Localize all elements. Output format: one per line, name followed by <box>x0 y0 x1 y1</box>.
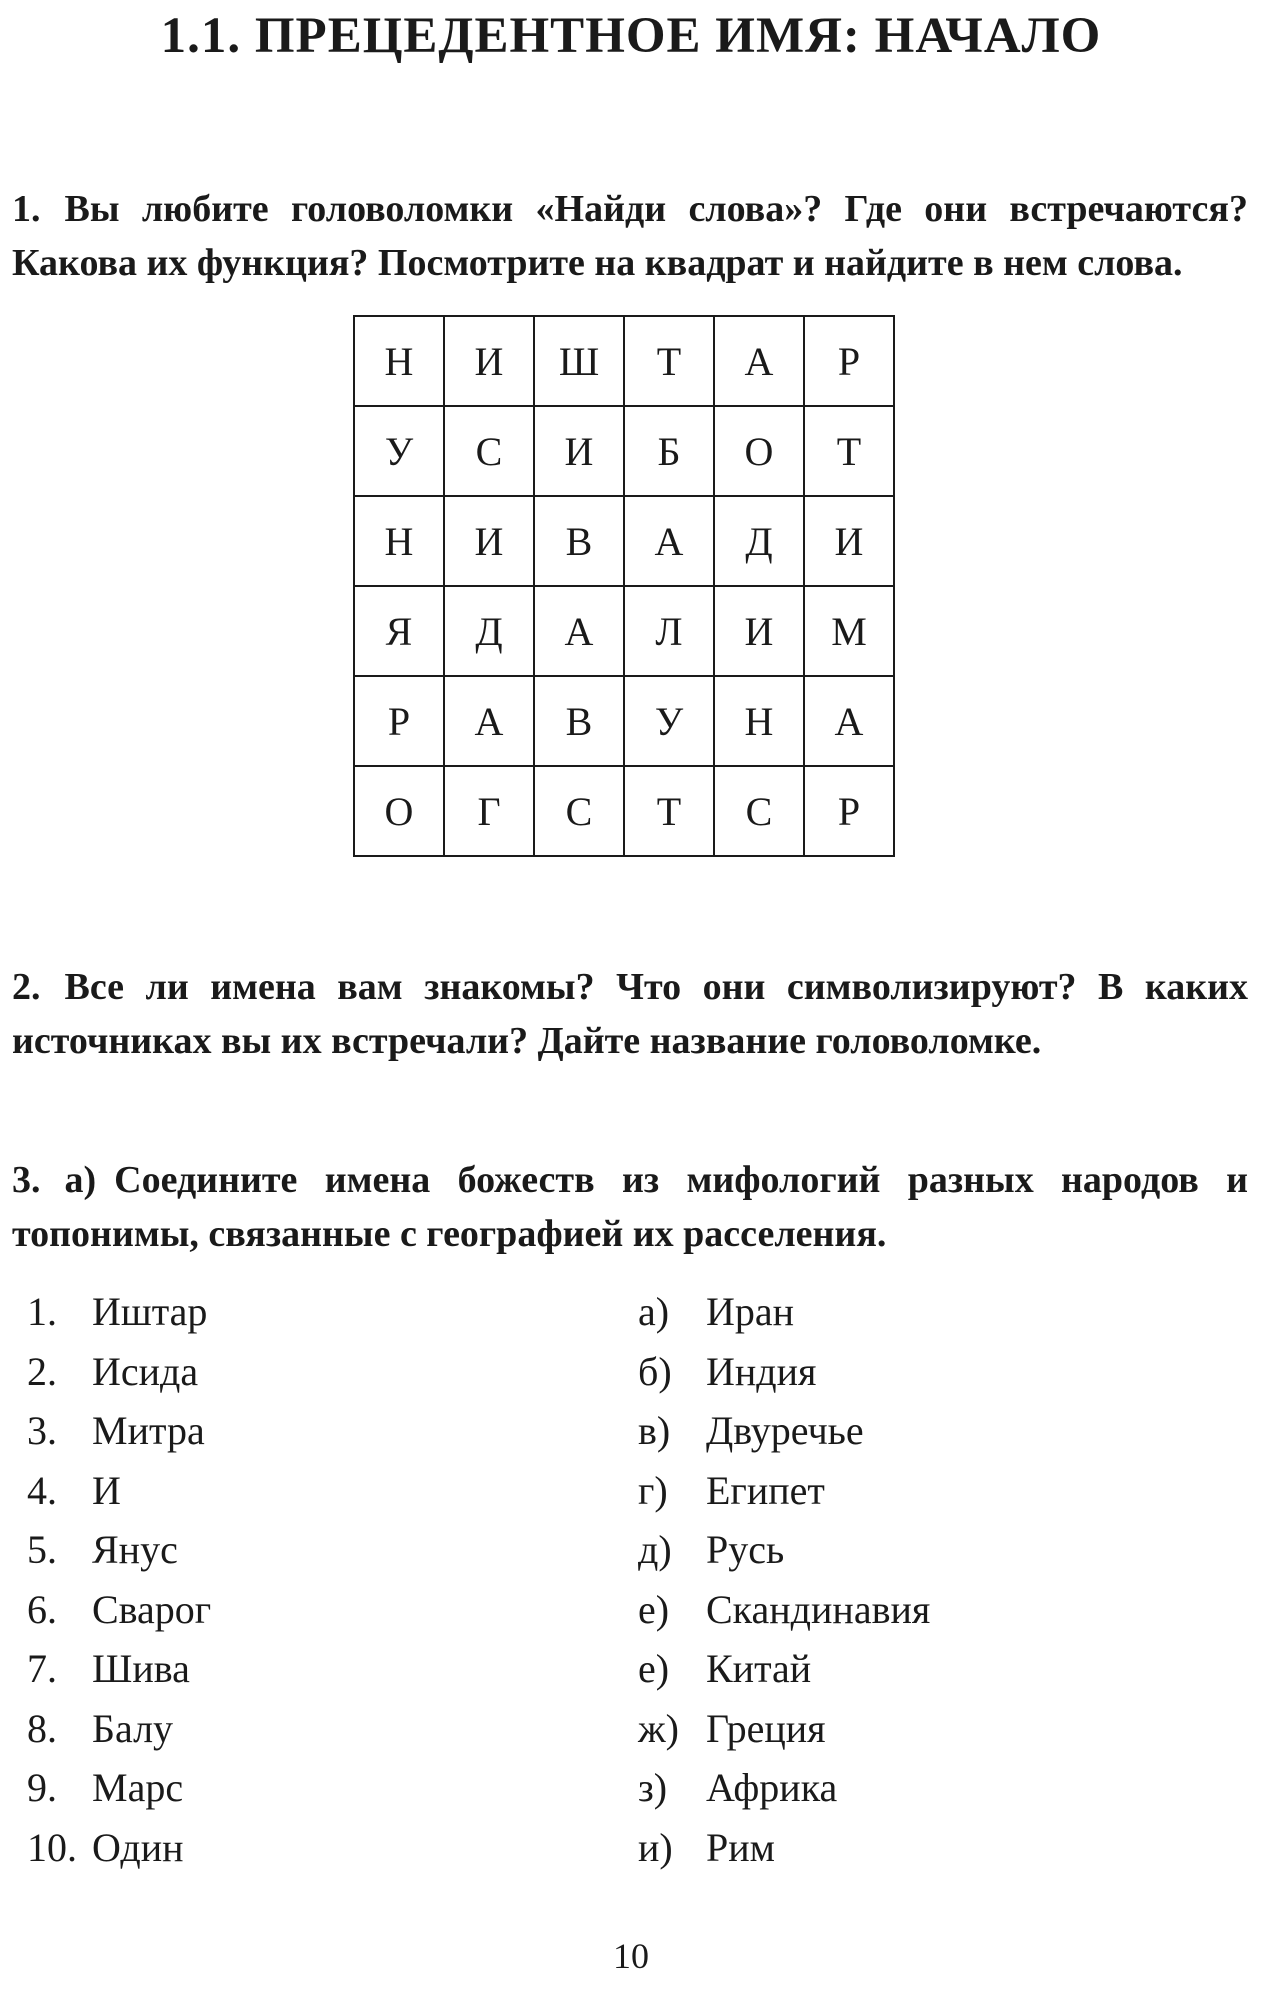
deity-list-item <box>27 1580 211 1640</box>
toponym-name: Русь <box>706 1527 785 1572</box>
toponym-list-item <box>638 1282 930 1342</box>
grid-cell: Р <box>354 676 444 766</box>
grid-cell: В <box>534 496 624 586</box>
grid-cell: В <box>534 676 624 766</box>
toponym-letter: а) <box>638 1289 670 1334</box>
toponym-list-item <box>638 1699 930 1759</box>
deity-list-item <box>27 1461 211 1521</box>
toponym-name: Китай <box>706 1646 812 1691</box>
toponym-letter: в) <box>638 1408 671 1453</box>
grid-cell: Д <box>444 586 534 676</box>
deity-list-item <box>27 1639 211 1699</box>
toponym-letter: г) <box>638 1467 668 1513</box>
task-1-number: 1. <box>12 188 41 230</box>
grid-cell: Д <box>714 496 804 586</box>
toponym-letter: е) <box>638 1646 670 1691</box>
deity-number: 9. <box>27 1765 57 1810</box>
grid-cell: Г <box>444 766 534 856</box>
task-3-number: 3. <box>12 1159 41 1201</box>
toponym-name: Рим <box>706 1824 775 1870</box>
grid-cell: А <box>534 586 624 676</box>
grid-cell: Б <box>624 406 714 496</box>
grid-cell: С <box>534 766 624 856</box>
toponym-letter: и) <box>638 1824 673 1870</box>
grid-cell: Л <box>624 586 714 676</box>
task-2-text: Все ли имена вам знакомы? Что они символизируют? В каких источниках вы их встречали? Дайте название головоломке. <box>12 966 1248 1062</box>
task-2 <box>12 960 1248 1068</box>
deity-number: 5. <box>27 1527 57 1572</box>
deity-number: 6. <box>27 1586 57 1632</box>
toponym-list-item <box>638 1758 930 1818</box>
task-3-sub-label: а) <box>64 1159 97 1201</box>
grid-cell: С <box>444 406 534 496</box>
toponym-name: Греция <box>706 1705 826 1751</box>
deity-name: Марс <box>92 1765 184 1810</box>
deity-list-item <box>27 1758 211 1818</box>
deity-list-item <box>27 1282 211 1342</box>
grid-cell: А <box>804 676 894 766</box>
deity-number: 7. <box>27 1646 57 1691</box>
grid-cell: У <box>354 406 444 496</box>
grid-cell: Т <box>624 316 714 406</box>
deity-number: 3. <box>27 1408 57 1453</box>
toponym-list-item <box>638 1639 930 1699</box>
deity-name: Янус <box>92 1527 178 1572</box>
grid-cell: Т <box>624 766 714 856</box>
grid-cell: Т <box>804 406 894 496</box>
deity-number: 1. <box>27 1289 57 1334</box>
deity-number: 2. <box>27 1348 57 1394</box>
grid-cell: А <box>714 316 804 406</box>
grid-cell: И <box>714 586 804 676</box>
grid-row <box>354 676 894 766</box>
toponyms-list <box>638 1282 930 1877</box>
deity-name: Иштар <box>92 1289 208 1334</box>
grid-cell: Р <box>804 316 894 406</box>
deity-number: 8. <box>27 1705 57 1751</box>
grid-cell: Р <box>804 766 894 856</box>
task-2-number: 2. <box>12 966 41 1008</box>
grid-row <box>354 766 894 856</box>
deity-number: 4. <box>27 1467 57 1513</box>
grid-cell: И <box>804 496 894 586</box>
grid-cell: Н <box>714 676 804 766</box>
deity-name: Сварог <box>92 1586 212 1632</box>
toponym-letter: д) <box>638 1527 672 1572</box>
grid-cell: Н <box>354 496 444 586</box>
page-number: 10 <box>613 1936 649 1976</box>
grid-cell: Я <box>354 586 444 676</box>
grid-cell: Н <box>354 316 444 406</box>
deity-name: И <box>92 1467 121 1513</box>
grid-cell: С <box>714 766 804 856</box>
toponym-letter: з) <box>638 1765 668 1810</box>
deity-name: Один <box>92 1824 184 1870</box>
grid-cell: У <box>624 676 714 766</box>
deity-list-item <box>27 1818 211 1878</box>
task-3 <box>12 1153 1248 1261</box>
toponym-name: Иран <box>706 1289 795 1334</box>
deity-name: Балу <box>92 1705 174 1751</box>
toponym-letter: б) <box>638 1348 672 1394</box>
toponym-name: Египет <box>706 1467 825 1513</box>
grid-row <box>354 406 894 496</box>
grid-row <box>354 586 894 676</box>
grid-cell: И <box>534 406 624 496</box>
deity-names-list <box>27 1282 211 1877</box>
toponym-list-item <box>638 1520 930 1580</box>
toponym-list-item <box>638 1580 930 1640</box>
toponym-letter: ж) <box>638 1705 679 1751</box>
toponym-name: Африка <box>706 1765 838 1810</box>
deity-name: Исида <box>92 1348 199 1394</box>
grid-cell: О <box>354 766 444 856</box>
task-1 <box>12 182 1248 290</box>
grid-cell: Ш <box>534 316 624 406</box>
grid-cell: А <box>624 496 714 586</box>
grid-row <box>354 316 894 406</box>
grid-cell: И <box>444 496 534 586</box>
toponym-name: Двуречье <box>706 1408 864 1453</box>
word-search-grid <box>353 315 895 857</box>
grid-cell: О <box>714 406 804 496</box>
page-title: 1.1. ПРЕЦЕДЕНТНОЕ ИМЯ: НАЧАЛО <box>160 8 1102 64</box>
deity-name: Митра <box>92 1408 205 1453</box>
deity-list-item <box>27 1699 211 1759</box>
deity-list-item <box>27 1520 211 1580</box>
task-3-text: Соедините имена божеств из мифологий разных народов и топонимы, связанные с географией их расселения. <box>12 1159 1248 1255</box>
deity-name: Шива <box>92 1646 190 1691</box>
grid-cell: А <box>444 676 534 766</box>
task-1-text: Вы любите головоломки «Найди слова»? Где они встречаются? Какова их функция? Посмотрите на квадрат и найдите в нем слова. <box>12 188 1248 284</box>
toponym-list-item <box>638 1818 930 1878</box>
deity-number: 10. <box>27 1824 77 1870</box>
deity-list-item <box>27 1342 211 1402</box>
deity-list-item <box>27 1401 211 1461</box>
grid-row <box>354 496 894 586</box>
toponym-name: Скандинавия <box>706 1586 931 1632</box>
toponym-list-item <box>638 1342 930 1402</box>
toponym-letter: е) <box>638 1586 670 1632</box>
toponym-name: Индия <box>706 1348 817 1394</box>
grid-cell: И <box>444 316 534 406</box>
toponym-list-item <box>638 1401 930 1461</box>
grid-cell: М <box>804 586 894 676</box>
toponym-list-item <box>638 1461 930 1521</box>
